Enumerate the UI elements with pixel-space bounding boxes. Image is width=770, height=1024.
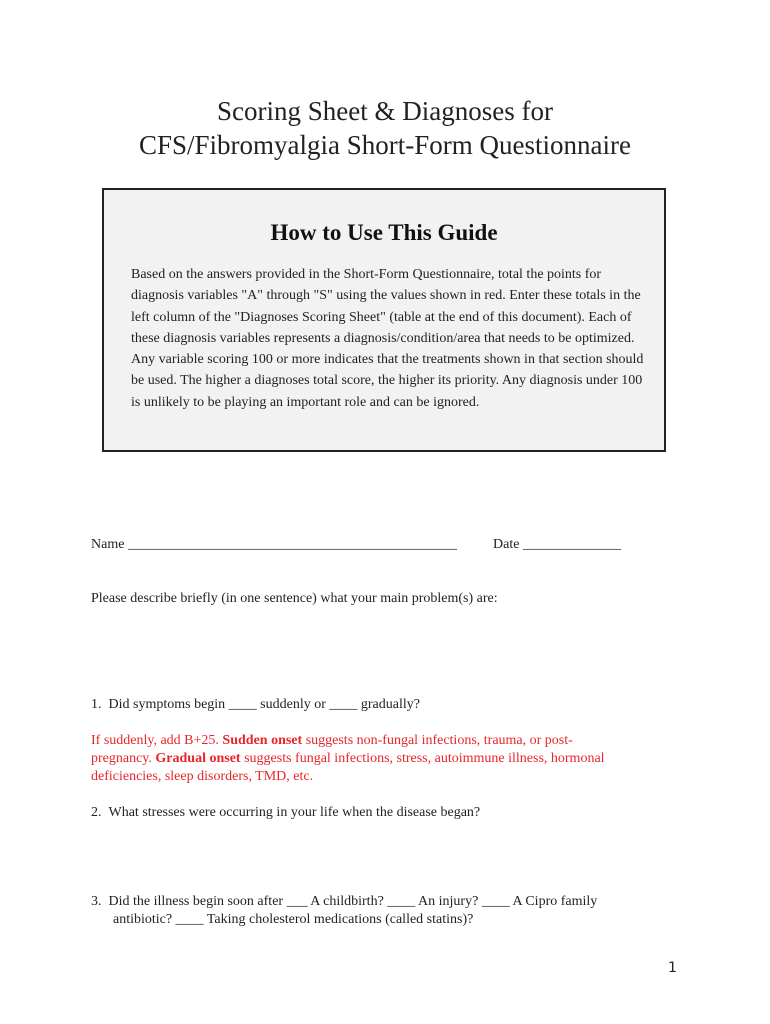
guide-heading: How to Use This Guide <box>270 220 498 245</box>
question-1-note-line-3: deficiencies, sleep disorders, TMD, etc. <box>91 769 314 784</box>
q1-note-pregnancy: pregnancy. <box>91 751 156 766</box>
question-1-note-line-2 <box>91 750 605 768</box>
question-1-note-line-1 <box>91 732 573 750</box>
document-title-line-2: CFS/Fibromyalgia Short-Form Questionnaire <box>139 130 631 160</box>
name-field[interactable] <box>91 536 457 554</box>
question-1: 1. Did symptoms begin ____ suddenly or ____ gradually? <box>91 697 420 712</box>
guide-body-text: Based on the answers provided in the Short-Form Questionnaire, total the points for diagnosis variables "A" through "S" using the values shown in red. Enter these totals in the left column of the "Diagnoses Scoring Sheet" (table at the end of this document). Each of these diagnosis variables represents a diagnosis/condition/area that needs to be optimized. Any variable scoring 100 or more indicates that the treatments shown in that section should be used. The higher a diagnoses total score, the higher its priority. Any diagnosis under 100 is unlikely to be playing an important role and can be ignored. <box>131 267 644 410</box>
question-2: 2. What stresses were occurring in your life when the disease began? <box>91 805 481 820</box>
date-label: Date <box>493 537 520 552</box>
q1-note-gradual-onset: Gradual onset <box>155 751 241 766</box>
document-title-line-1: Scoring Sheet & Diagnoses for <box>217 96 553 126</box>
name-blank-line[interactable]: _______________________________________________ <box>127 537 457 552</box>
q1-note-part3: suggests non-fungal infections, trauma, or post- <box>302 733 573 748</box>
page-number: 1 <box>668 960 677 976</box>
name-label: Name <box>91 537 125 552</box>
date-field[interactable] <box>493 536 621 554</box>
question-3-line-2: antibiotic? ____ Taking cholesterol medications (called statins)? <box>113 912 474 927</box>
how-to-use-guide-box <box>102 188 666 452</box>
q1-note-gradual-text: suggests fungal infections, stress, autoimmune illness, hormonal <box>240 751 605 766</box>
question-3-line-1: 3. Did the illness begin soon after ___ A childbirth? ____ An injury? ____ A Cipro family <box>91 894 598 909</box>
date-blank-line[interactable]: ______________ <box>522 537 621 552</box>
describe-problem-prompt: Please describe briefly (in one sentence) what your main problem(s) are: <box>91 591 498 606</box>
q1-note-sudden-onset: Sudden onset <box>222 733 303 748</box>
q1-note-part1: If suddenly, add B+25. <box>91 733 223 748</box>
